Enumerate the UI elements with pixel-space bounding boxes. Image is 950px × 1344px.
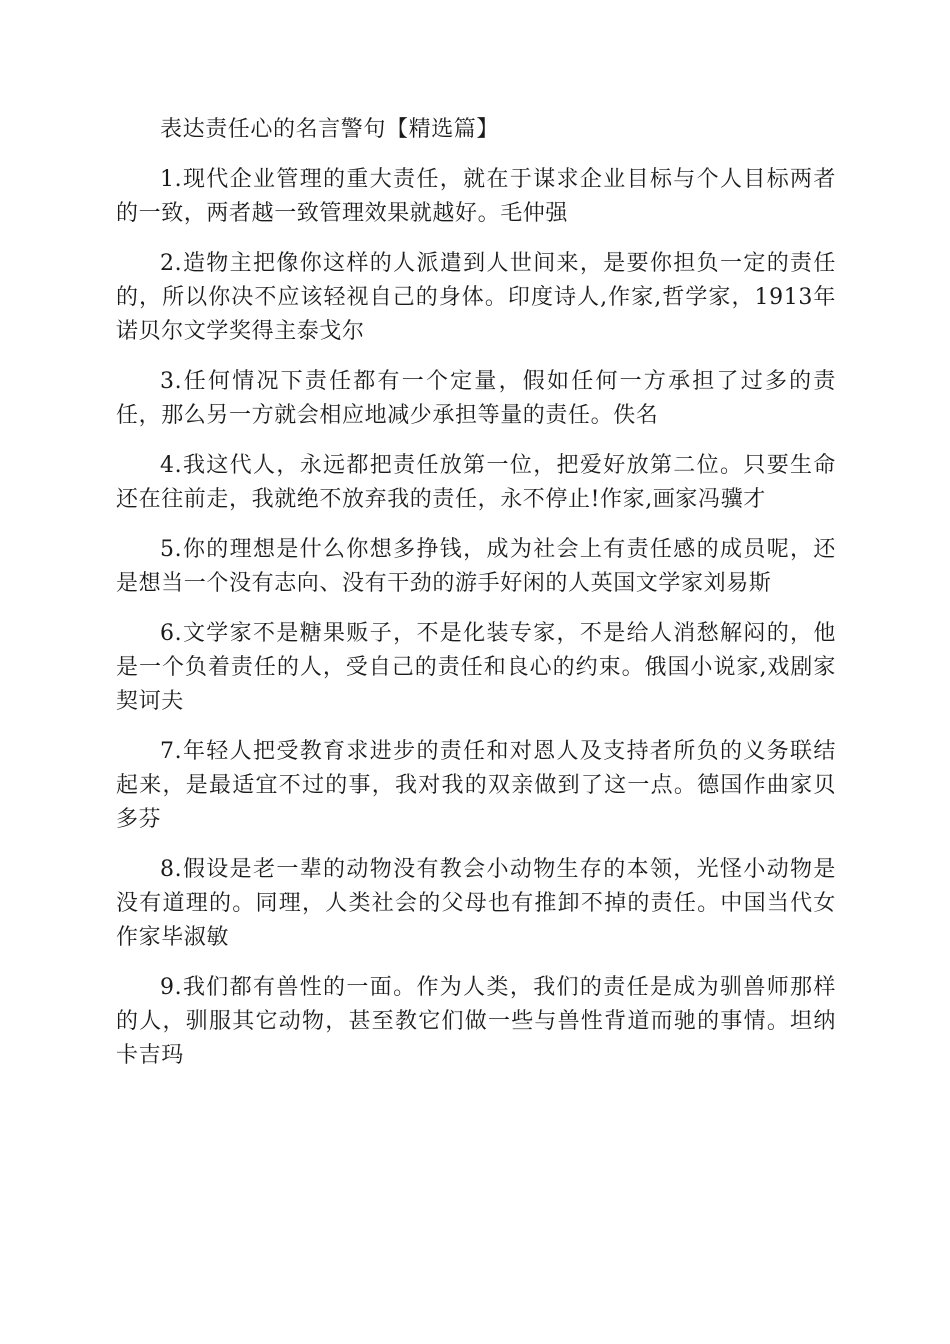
quote-paragraph-1: 1.现代企业管理的重大责任，就在于谋求企业目标与个人目标两者的一致，两者越一致管理效果就越好。毛仲强 [116,167,836,226]
quote-paragraph-5: 5.你的理想是什么你想多挣钱，成为社会上有责任感的成员呢，还是想当一个没有志向、没有干劲的游手好闲的人英国文学家刘易斯 [116,537,836,596]
quote-paragraph-2: 2.造物主把像你这样的人派遣到人世间来，是要你担负一定的责任的，所以你决不应该轻视自己的身体。印度诗人,作家,哲学家，1913年诺贝尔文学奖得主泰戈尔 [116,251,836,344]
quote-paragraph-3: 3.任何情况下责任都有一个定量，假如任何一方承担了过多的责任，那么另一方就会相应地减少承担等量的责任。佚名 [116,369,836,428]
quote-paragraph-6: 6.文学家不是糖果贩子，不是化装专家，不是给人消愁解闷的，他是一个负着责任的人，受自己的责任和良心的约束。俄国小说家,戏剧家契诃夫 [116,621,836,714]
quote-paragraph-8: 8.假设是老一辈的动物没有教会小动物生存的本领，光怪小动物是没有道理的。同理，人类社会的父母也有推卸不掉的责任。中国当代女作家毕淑敏 [116,857,836,950]
quote-paragraph-7: 7.年轻人把受教育求进步的责任和对恩人及支持者所负的义务联结起来，是最适宜不过的事，我对我的双亲做到了这一点。德国作曲家贝多芬 [116,739,836,832]
document-title: 表达责任心的名言警句【精选篇】 [160,117,500,142]
quote-paragraph-9: 9.我们都有兽性的一面。作为人类，我们的责任是成为驯兽师那样的人，驯服其它动物，甚至教它们做一些与兽性背道而驰的事情。坦纳卡吉玛 [116,975,836,1068]
document-body [116,113,836,1089]
quote-paragraph-4: 4.我这代人，永远都把责任放第一位，把爱好放第二位。只要生命还在往前走，我就绝不放弃我的责任，永不停止!作家,画家冯骥才 [116,453,836,512]
